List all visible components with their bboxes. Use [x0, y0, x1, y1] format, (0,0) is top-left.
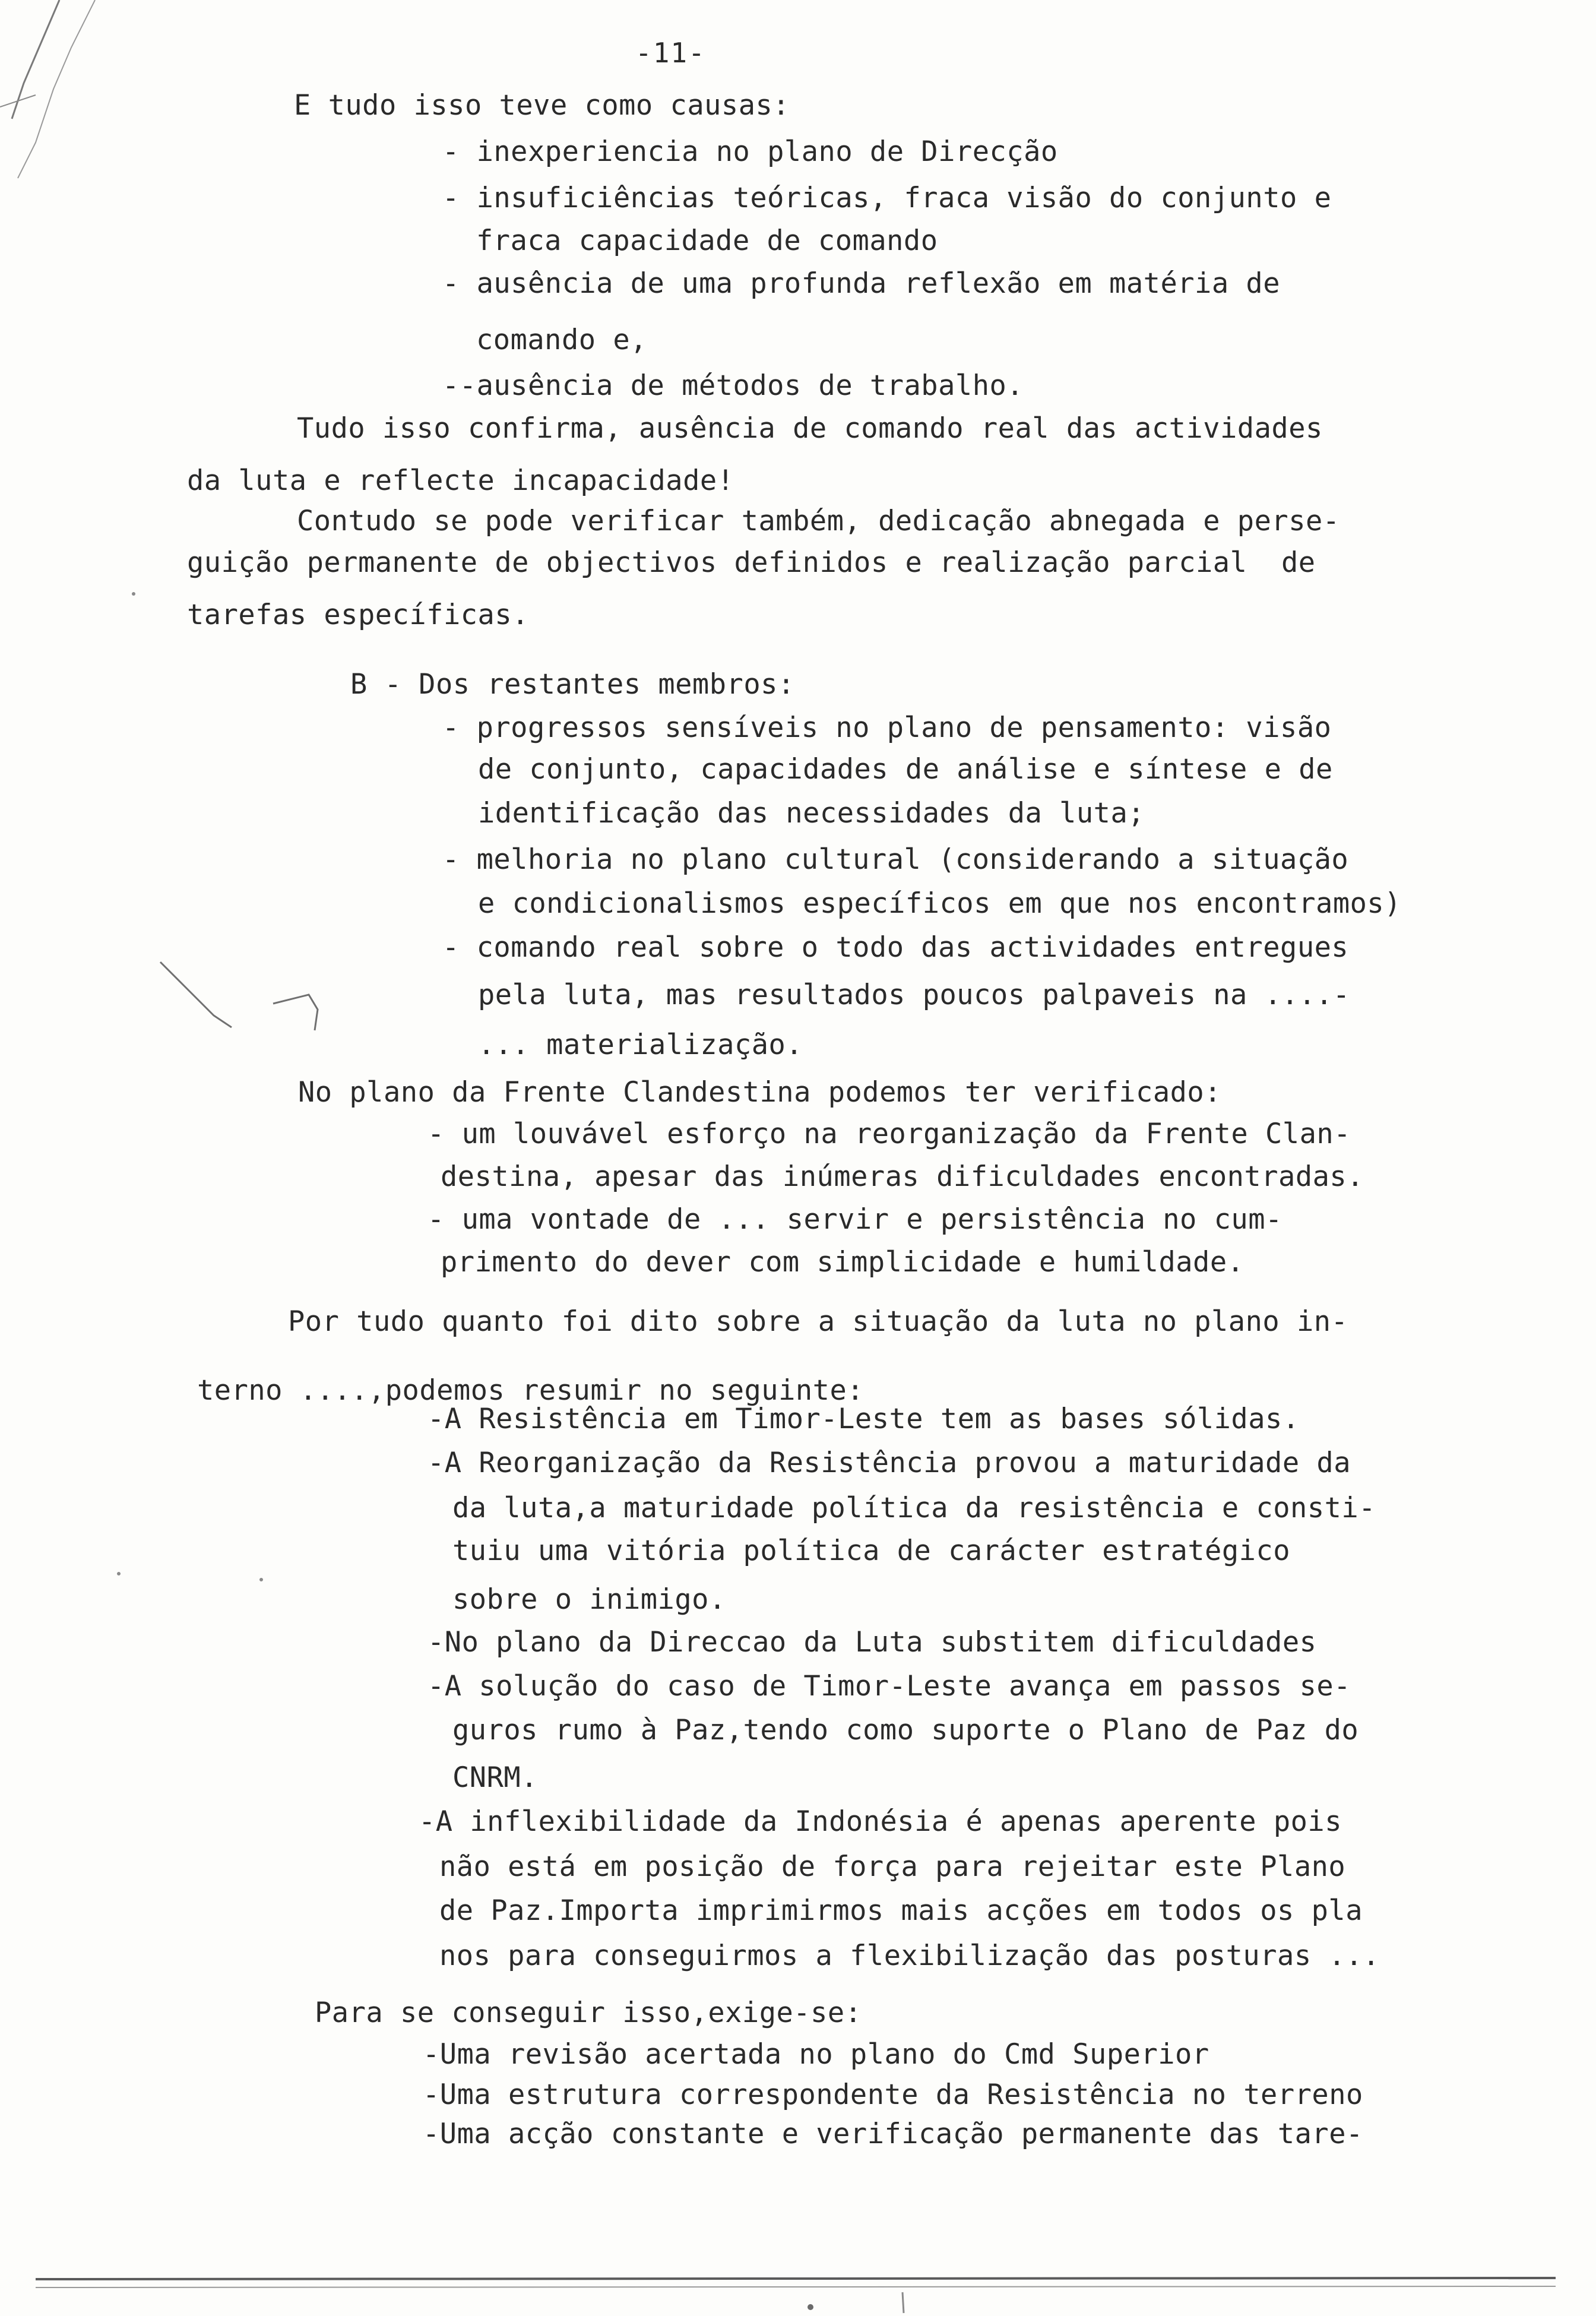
text-line: - ausência de uma profunda reflexão em matéria de — [442, 267, 1281, 300]
text-line: terno ....,podemos resumir no seguinte: — [197, 1374, 864, 1407]
page-number: -11- — [635, 37, 706, 69]
corner-scratch — [0, 95, 36, 107]
text-line: identificação das necessidades da luta; — [478, 797, 1145, 830]
text-line: - progressos sensíveis no plano de pensamento: visão — [442, 711, 1332, 744]
section-heading: B - Dos restantes membros: — [350, 668, 795, 701]
text-line: da luta e reflecte incapacidade! — [187, 464, 734, 497]
bottom-rule — [36, 2278, 1556, 2279]
dot-mark — [808, 2304, 813, 2310]
text-line: -A Resistência em Timor-Leste tem as bases sólidas. — [428, 1403, 1300, 1435]
text-line: não está em posição de força para rejeitar este Plano — [439, 1850, 1346, 1883]
text-line: --ausência de métodos de trabalho. — [442, 369, 1024, 402]
dot-mark — [132, 592, 135, 596]
text-line: Tudo isso confirma, ausência de comando real das actividades — [297, 412, 1323, 445]
margin-mark — [902, 2292, 904, 2313]
bottom-rule — [36, 2286, 1556, 2287]
text-line: de Paz.Importa imprimirmos mais acções em todos os pla — [439, 1894, 1363, 1927]
text-line: No plano da Frente Clandestina podemos ter verificado: — [298, 1076, 1222, 1109]
text-line: -Uma revisão acertada no plano do Cmd Superior — [423, 2038, 1209, 2071]
text-line: Por tudo quanto foi dito sobre a situação da luta no plano in- — [288, 1305, 1348, 1338]
margin-mark — [160, 962, 232, 1027]
text-line: - inexperiencia no plano de Direcção — [442, 135, 1058, 168]
text-line: comando e, — [476, 324, 647, 356]
dot-mark — [259, 1578, 263, 1581]
text-line: - insuficiências teóricas, fraca visão do conjunto e — [442, 182, 1332, 214]
text-line: guros rumo à Paz,tendo como suporte o Plano de Paz do — [452, 1714, 1359, 1747]
text-line: ... materialização. — [478, 1029, 803, 1061]
text-line: destina, apesar das inúmeras dificuldades encontradas. — [441, 1160, 1364, 1193]
text-line: guição permanente de objectivos definidos e realização parcial de — [187, 546, 1316, 579]
text-line: pela luta, mas resultados poucos palpaveis na ....- — [478, 979, 1350, 1011]
text-line: CNRM. — [452, 1761, 538, 1794]
dot-mark — [117, 1572, 121, 1575]
text-line: -A Reorganização da Resistência provou a maturidade da — [428, 1447, 1351, 1479]
text-line: - comando real sobre o todo das actividades entregues — [442, 931, 1349, 964]
text-line: -Uma acção constante e verificação permanente das tare- — [423, 2118, 1363, 2150]
text-line: sobre o inimigo. — [452, 1583, 726, 1616]
text-line: - uma vontade de ... servir e persistência no cum- — [428, 1203, 1282, 1236]
text-line: - melhoria no plano cultural (considerando a situação — [442, 843, 1349, 876]
text-line: tarefas específicas. — [187, 599, 529, 631]
text-line: -A inflexibilidade da Indonésia é apenas aperente pois — [419, 1805, 1342, 1838]
corner-scratch — [18, 0, 95, 178]
text-line: e condicionalismos específicos em que nos encontramos) — [478, 887, 1402, 920]
text-line: Contudo se pode verificar também, dedicação abnegada e perse- — [297, 505, 1340, 537]
text-line: Para se conseguir isso,exige-se: — [315, 1997, 862, 2029]
margin-mark — [273, 995, 318, 1030]
text-line: -No plano da Direccao da Luta substitem dificuldades — [428, 1626, 1317, 1659]
text-line: da luta,a maturidade política da resistência e consti- — [452, 1492, 1376, 1524]
text-line: nos para conseguirmos a flexibilização das posturas ... — [439, 1940, 1380, 1972]
text-line: tuiu uma vitória política de carácter estratégico — [452, 1534, 1291, 1567]
text-line: -Uma estrutura correspondente da Resistência no terreno — [423, 2078, 1363, 2111]
text-line: - um louvável esforço na reorganização da Frente Clan- — [428, 1118, 1351, 1150]
text-line: E tudo isso teve como causas: — [294, 89, 790, 122]
text-line: de conjunto, capacidades de análise e síntese e de — [478, 753, 1333, 786]
text-line: fraca capacidade de comando — [476, 224, 938, 257]
text-line: primento do dever com simplicidade e humildade. — [441, 1246, 1244, 1279]
text-line: -A solução do caso de Timor-Leste avança em passos se- — [428, 1670, 1351, 1703]
